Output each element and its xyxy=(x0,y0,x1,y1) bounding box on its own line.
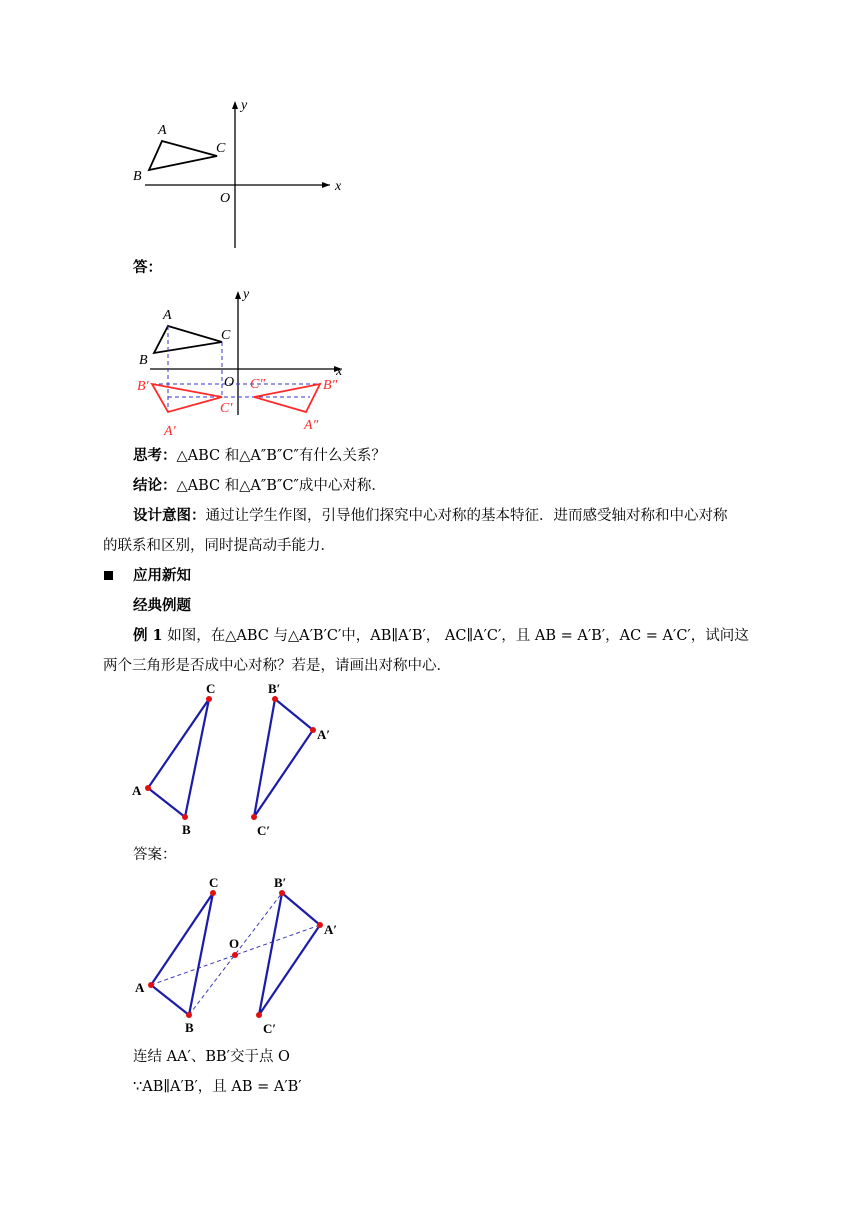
design-intent-line1 xyxy=(133,506,728,526)
label-C: C xyxy=(206,681,216,696)
label-O: O xyxy=(224,375,235,390)
design-label: 设计意图： xyxy=(133,507,206,524)
figure-two-triangles xyxy=(125,678,355,843)
figure-coordinate-triangle xyxy=(125,95,355,255)
think-paragraph xyxy=(133,446,386,466)
example-line1 xyxy=(133,626,749,646)
label-B: B xyxy=(133,169,142,184)
bullet-square-icon xyxy=(104,571,113,580)
example-label: 例 1 xyxy=(133,627,163,644)
figure-symmetry-answer xyxy=(130,285,360,440)
axis-x-label: x xyxy=(335,179,342,194)
label-A: A xyxy=(163,308,172,323)
step1-line: 连结 AA′、BB′交于点 O xyxy=(133,1049,290,1065)
label-B-prime: B′ xyxy=(274,875,287,890)
label-O: O xyxy=(229,936,240,951)
figure-center-of-symmetry xyxy=(128,870,358,1040)
axis-y-label: y xyxy=(241,98,248,113)
label-A-prime: A′ xyxy=(324,922,338,937)
step2-line: ∵AB∥A′B′，且 AB = A′B′ xyxy=(133,1079,302,1095)
answer-label: 答： xyxy=(133,259,162,276)
conclusion-paragraph xyxy=(133,476,386,496)
axis-x-label: x xyxy=(336,364,343,379)
label-C: C xyxy=(216,141,226,156)
label-C-double-prime: C″ xyxy=(250,377,266,392)
label-C: C xyxy=(221,328,231,343)
answer2-label: 答案： xyxy=(133,847,177,863)
label-A-double-prime: A″ xyxy=(304,418,319,433)
label-C-prime: C′ xyxy=(257,823,271,838)
example-text-1: 如图，在△ABC 与△A′B′C′中，AB∥A′B′， AC∥A′C′，且 AB = A′B′，AC = A′C′，试问这 xyxy=(167,628,749,644)
label-B-double-prime: B″ xyxy=(323,378,338,393)
axis-y-label: y xyxy=(243,287,250,302)
conclusion-label: 结论： xyxy=(133,477,177,494)
label-B: B xyxy=(182,822,191,837)
think-text: △ABC 和△A″B″C″有什么关系？ xyxy=(176,448,386,464)
label-C-prime: C′ xyxy=(220,401,233,416)
label-A: A xyxy=(132,783,142,798)
label-C: C xyxy=(209,875,219,890)
subsection-heading: 经典例题 xyxy=(133,597,191,614)
label-B: B xyxy=(185,1020,194,1035)
label-B-prime: B′ xyxy=(268,681,281,696)
design-intent-line2: 的联系和区别，同时提高动手能力． xyxy=(103,538,335,554)
conclusion-text: △ABC 和△A″B″C″成中心对称． xyxy=(176,478,386,494)
label-A-prime: A′ xyxy=(317,727,331,742)
label-O: O xyxy=(220,191,231,206)
label-B-prime: B′ xyxy=(137,379,149,394)
section-heading: 应用新知 xyxy=(133,567,191,584)
example-line2: 两个三角形是否成中心对称？若是，请画出对称中心． xyxy=(103,658,451,674)
label-B: B xyxy=(139,353,148,368)
label-A: A xyxy=(135,980,145,995)
label-A-prime: A′ xyxy=(164,424,176,439)
design-text-1: 通过让学生作图，引导他们探究中心对称的基本特征．进而感受轴对称和中心对称 xyxy=(205,508,728,524)
label-A: A xyxy=(158,123,167,138)
think-label: 思考： xyxy=(133,447,177,464)
label-C-prime: C′ xyxy=(263,1021,277,1036)
